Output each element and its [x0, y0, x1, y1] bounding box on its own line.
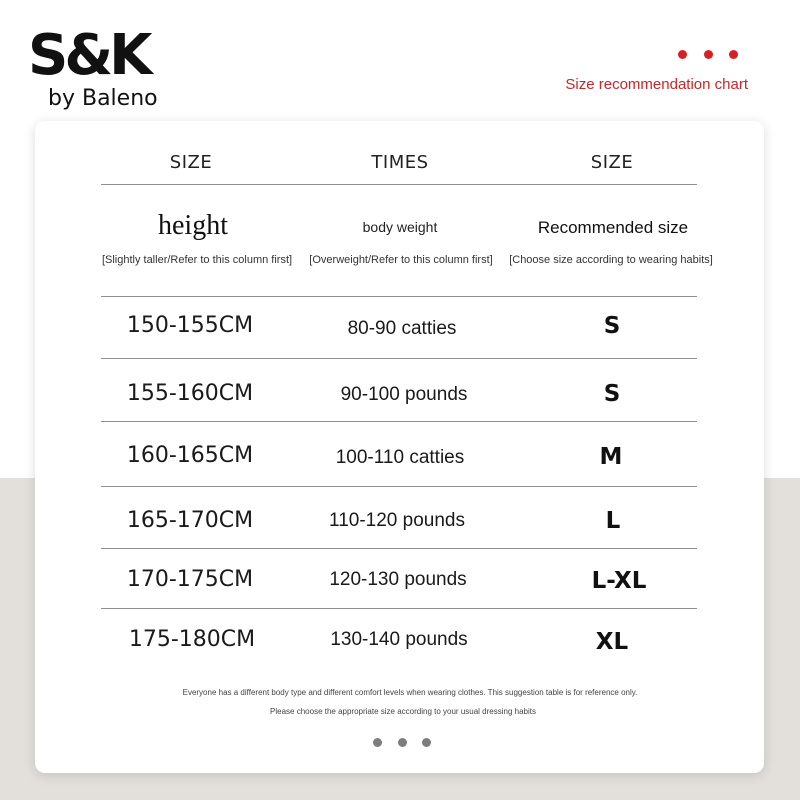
- row-4-height: 165-170CM: [126, 508, 254, 533]
- subheader-height-note: [Slightly taller/Refer to this column first]: [101, 254, 293, 266]
- row-divider: [101, 486, 697, 487]
- dot-icon: [704, 50, 713, 59]
- footnote-line-1: Everyone has a different body type and different comfort levels when wearing clothes. This suggestion table is for reference only.: [182, 688, 638, 697]
- row-divider: [101, 296, 697, 297]
- dot-icon: [729, 50, 738, 59]
- row-divider: [101, 608, 697, 609]
- subheader-recommended-size: Recommended size: [537, 218, 689, 237]
- row-2-size: S: [603, 381, 621, 407]
- footnote-line-2: Please choose the appropriate size according to your usual dressing habits: [270, 707, 536, 716]
- row-3-height: 160-165CM: [126, 443, 254, 468]
- row-divider: [101, 421, 697, 422]
- row-1-size: S: [603, 313, 621, 339]
- row-5-weight: 120-130 pounds: [329, 569, 467, 590]
- row-divider: [101, 548, 697, 549]
- subheader-height: height: [158, 210, 228, 241]
- row-3-weight: 100-110 catties: [335, 447, 465, 468]
- chart-caption: Size recommendation chart: [565, 76, 748, 93]
- row-divider: [101, 358, 697, 359]
- column-header-times: TIMES: [371, 152, 429, 173]
- dot-icon: [398, 738, 407, 747]
- logo-mark: S&K: [28, 23, 149, 88]
- row-4-size: L: [605, 508, 621, 534]
- row-2-weight: 90-100 pounds: [340, 384, 468, 405]
- row-3-size: M: [599, 444, 623, 470]
- row-6-height: 175-180CM: [128, 627, 256, 652]
- row-5-height: 170-175CM: [126, 567, 254, 592]
- decorative-dots-top: [678, 50, 742, 60]
- header-divider: [101, 184, 697, 185]
- decorative-dots-bottom: [373, 738, 433, 748]
- row-1-weight: 80-90 catties: [347, 318, 457, 339]
- row-1-height: 150-155CM: [126, 313, 254, 338]
- dot-icon: [678, 50, 687, 59]
- dot-icon: [422, 738, 431, 747]
- row-5-size: L-XL: [591, 568, 647, 594]
- column-header-size: SIZE: [169, 152, 213, 173]
- row-2-height: 155-160CM: [126, 381, 254, 406]
- subheader-size-note: [Choose size according to wearing habits]: [509, 254, 713, 266]
- subheader-weight: body weight: [362, 219, 438, 235]
- row-6-size: XL: [595, 629, 629, 655]
- row-4-weight: 110-120 pounds: [329, 510, 465, 531]
- logo-subtitle: by Baleno: [48, 86, 158, 111]
- row-6-weight: 130-140 pounds: [330, 629, 468, 650]
- column-header-size-2: SIZE: [590, 152, 634, 173]
- dot-icon: [373, 738, 382, 747]
- brand-logo: [28, 23, 168, 118]
- subheader-weight-note: [Overweight/Refer to this column first]: [309, 254, 493, 266]
